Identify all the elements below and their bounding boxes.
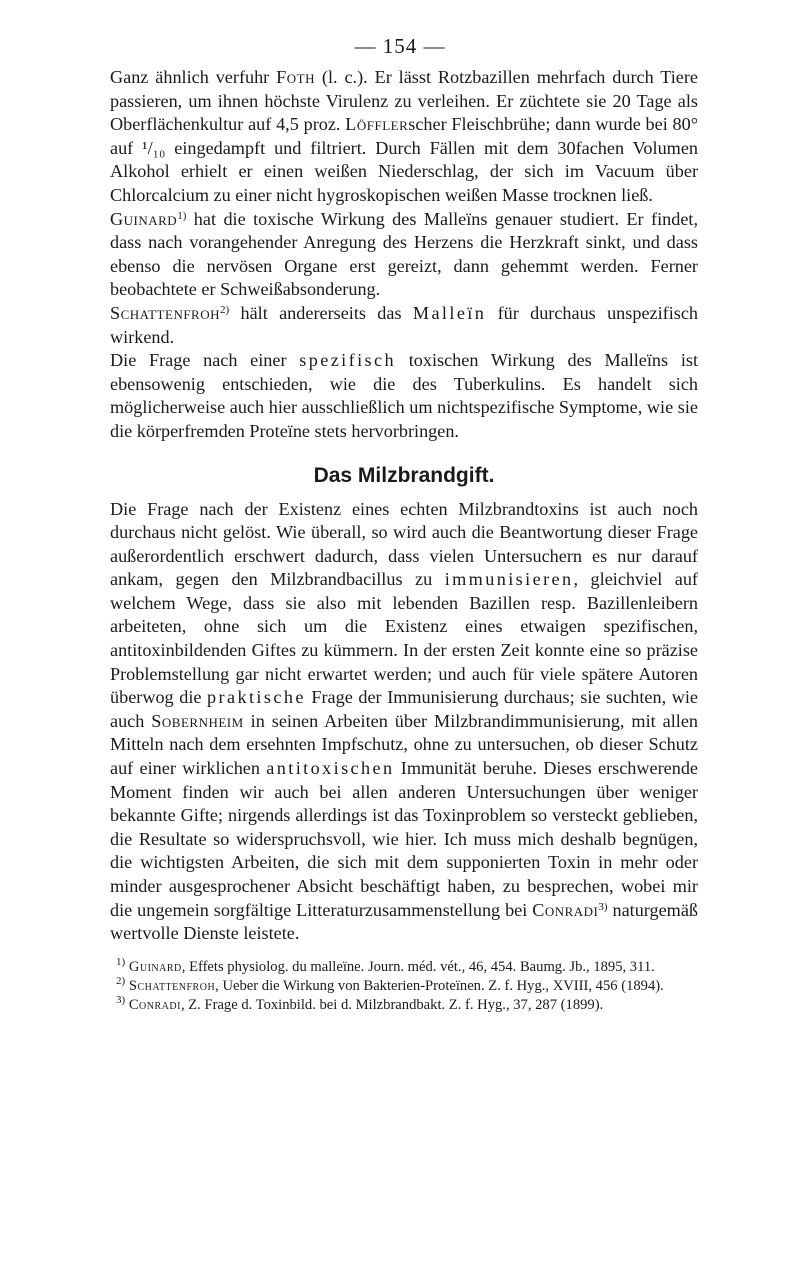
- text-segment: Schattenfroh: [110, 302, 221, 323]
- text-segment: Schattenfroh: [128, 977, 216, 994]
- text-segment: immunisieren: [444, 569, 574, 590]
- footnote: [110, 993, 698, 1015]
- text-segment: Die Frage nach einer: [110, 350, 300, 371]
- paragraph: [110, 66, 698, 208]
- text-segment: Ganz ähnlich verfuhr: [110, 67, 277, 87]
- text-segment: , Z. Frage d. Toxinbild. bei d. Milzbrandbakt. Z. f. Hyg., 37, 287 (1899).: [180, 996, 604, 1013]
- text-segment: , gleichviel auf welchem Wege, dass sie also mit lebenden Bazillen resp. Bazillenleibern arbeiteten, ohne sich um die Existenz eines etwaigen spezifischen, antitoxinbildenden Giftes zu kümmern. In der ersten Zeit konnte eine so präzise Problemstellung gar nicht erwartet werden; und auch für viele spätere Autoren überwog die: [110, 569, 698, 708]
- text-segment: Malleïn: [412, 302, 487, 323]
- text-segment: , Effets physiolog. du malleïne. Journ. méd. vét., 46, 454. Baumg. Jb., 1895, 311.: [181, 958, 655, 975]
- paragraph: [110, 302, 698, 349]
- paragraph: [110, 498, 698, 946]
- text-segment: Foth: [276, 67, 315, 87]
- body-text: [110, 66, 698, 1015]
- section-heading: Das Milzbrandgift.: [313, 463, 495, 487]
- text-segment: antitoxischen: [266, 758, 395, 779]
- text-segment: 3): [598, 900, 608, 913]
- text-segment: 1): [116, 955, 126, 968]
- paragraph: [110, 208, 698, 302]
- text-segment: Sobernheim: [151, 710, 244, 731]
- footnote: [110, 974, 698, 996]
- paragraph: [110, 349, 698, 443]
- text-segment: Immunität beruhe. Dieses erschwerende Moment finden wir auch bei allen anderen Untersuchungen über weniger bekannte Gifte; nirgends allerdings ist das Toxinproblem so versteckt geblieben, die Resultate so widerspruchsvoll, wie hier. Ich muss mich deshalb begnügen, die wichtigsten Arbeiten, die sich mit dem supponierten Toxin in mehr oder minder ausgesprochener Absicht beschäftigt haben, zu besprechen, wobei mir die ungemein sorgfältige Litteraturzusammenstellung bei: [110, 758, 698, 920]
- text-segment: in seinen Arbeiten über Milzbrandimmunisierung, mit allen Mitteln nach dem ersehnten Impfschutz, ohne zu untersuchen, ob dieser Schutz auf einer wirklichen: [110, 710, 698, 779]
- text-segment: für durchaus unspezifisch wirkend.: [110, 302, 698, 347]
- text-segment: 1): [177, 209, 187, 222]
- text-segment: praktische: [207, 687, 306, 708]
- paragraph-group-anthrax: [110, 498, 698, 946]
- text-segment: 2): [116, 974, 126, 987]
- text-segment: toxischen Wirkung des Malleïns ist ebensowenig entschieden, wie die des Tuberkulins. Es handelt sich möglicherweise auch hier ausschließlich um nichtspezifische Symptome, wie sie die körperfremden Proteïne stets hervorbringen.: [110, 350, 699, 441]
- text-segment: , Ueber die Wirkung von Bakterien-Proteïnen. Z. f. Hyg., XVIII, 456 (1894).: [215, 977, 664, 994]
- text-segment: Conradi: [532, 899, 599, 920]
- page-number: — 154 —: [354, 34, 446, 58]
- text-segment: hält andererseits das: [229, 302, 413, 323]
- text-segment: hat die toxische Wirkung des Malleïns genauer studiert. Er findet, dass nach vorangehender Anregung des Herzens die Herzkraft sinkt, und dass ebenso die nervösen Organe erst gereizt, dann gehemmt werden. Ferner beobachtete er Schweißabsonderung.: [110, 208, 698, 300]
- text-segment: Guinard: [128, 958, 182, 975]
- text-segment: Frage der Immunisierung durchaus; sie suchten, wie auch: [110, 687, 698, 731]
- paragraph-group-glanders: [110, 66, 698, 444]
- footnotes: [110, 955, 698, 1015]
- text-segment: naturgemäß wertvolle Dienste leistete.: [110, 899, 698, 944]
- text-segment: Conradi: [128, 996, 181, 1013]
- text-segment: Die Frage nach der Existenz eines echten Milzbrandtoxins ist auch noch durchaus nicht gelöst. Wie überall, so wird auch die Beantwortung dieser Frage außerordentlich erschwert dadurch, dass vielen Untersuchern es nur darauf ankam, gegen den Milzbrandbacillus zu: [110, 498, 698, 590]
- text-segment: spezifisch: [299, 350, 396, 371]
- text-segment: 3): [116, 993, 126, 1006]
- text-segment: (l. c.). Er lässt Rotzbazillen mehrfach durch Tiere passieren, um ihnen höchste Virulenz zu verleihen. Er züchtete sie 20 Tage als Oberflächenkultur auf 4,5 proz.: [110, 67, 699, 135]
- text-segment: scher Fleischbrühe; dann wurde bei 80° auf ¹/₁₀ eingedampft und filtriert. Durch Fällen mit dem 30fachen Volumen Alkohol erhielt er einen weißen Niederschlag, der sich im Vacuum über Chlorcalcium zu einer nicht hygroskopischen weißen Masse trocknen ließ.: [110, 114, 699, 205]
- text-segment: Guinard: [110, 208, 178, 229]
- footnote: [110, 955, 698, 977]
- text-segment: 2): [220, 303, 230, 316]
- text-segment: Löffler: [345, 114, 409, 135]
